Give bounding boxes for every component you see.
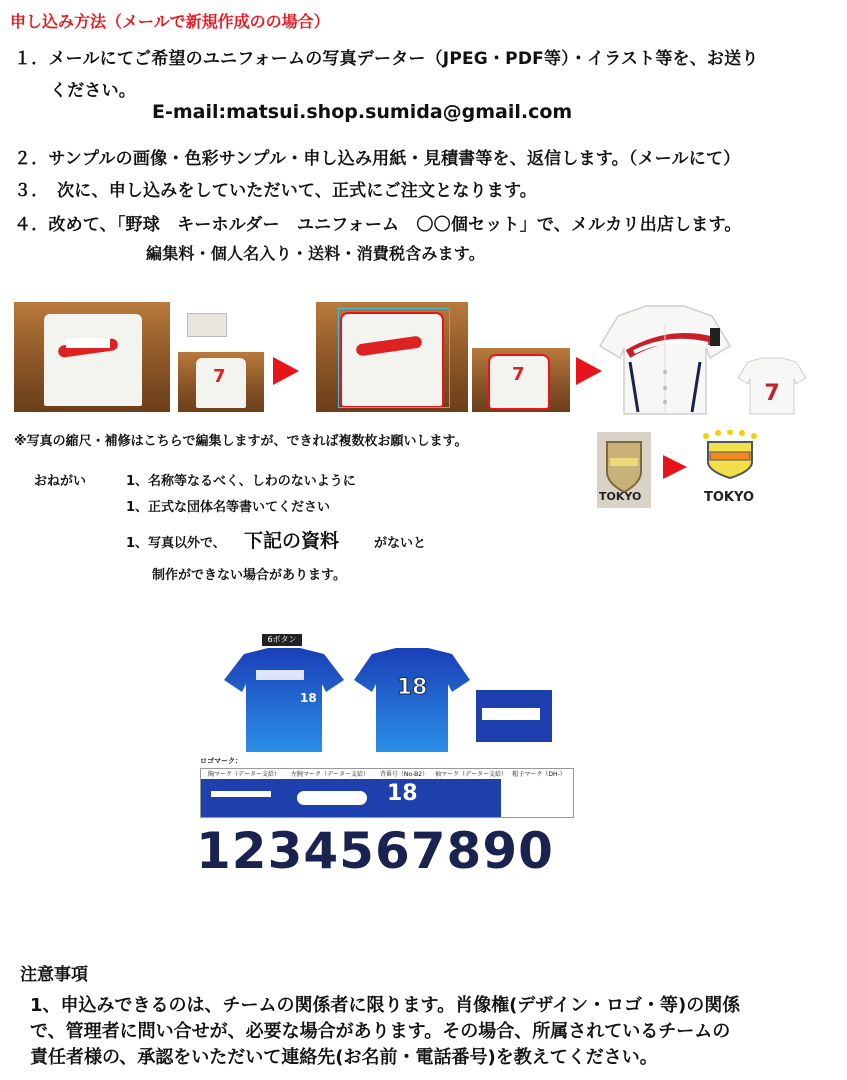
step-3: ３． 次に、申し込みをしていただいて、正式にご注文となります。	[14, 181, 537, 201]
blue-jersey-back	[352, 646, 472, 756]
resize-note: ※写真の縮尺・補修はこちらで編集しますが、できれば複数枚お願いします。	[14, 434, 468, 449]
finished-jersey-front-illustration	[598, 302, 732, 418]
email-address[interactable]: E-mail:matsui.shop.sumida@gmail.com	[152, 101, 573, 123]
step-4: ４．改めて、「野球 キーホルダー ユニフォーム 〇〇個セット」で、メルカリ出店します。	[14, 215, 742, 235]
finished-jersey-back-illustration	[736, 356, 808, 416]
request-item-2: 1、正式な団体名等書いてください	[126, 500, 331, 515]
sample-photo-edited-back: 7	[472, 348, 570, 412]
emblem-illustration	[698, 430, 762, 480]
request-item-3-line-2: 制作ができない場合があります。	[152, 568, 346, 583]
step-2: ２．サンプルの画像・色彩サンプル・申し込み用紙・見積書等を、返信します。（メールにて）	[14, 149, 741, 169]
mark-col-left-arm: 左腕マーク（データー支給）	[290, 771, 369, 778]
caution-line-3: 責任者様の、承認をいただいて連絡先(お名前・電話番号)を教えてください。	[30, 1047, 658, 1068]
svg-text:7: 7	[764, 381, 780, 406]
name-tag-sample	[187, 313, 227, 337]
mark-col-cap: 帽子マーク（DH-）	[512, 771, 566, 778]
blue-jersey-front	[222, 646, 346, 756]
svg-text:18: 18	[300, 691, 317, 705]
button-type-label: 6ボタン	[262, 634, 302, 646]
logo-row-label: ロゴマーク：	[200, 757, 242, 765]
request-label: おねがい	[34, 474, 87, 489]
sample-photo-edited-front	[316, 302, 468, 412]
mark-number-sample: 18	[387, 781, 418, 806]
step-1-line-1: １．メールにてご希望のユニフォームの写真データー（JPEG・PDF等）・イラスト等を、お送り	[14, 49, 759, 69]
section-heading: 申し込み方法（メールで新規作成のの場合）	[10, 12, 330, 31]
caution-heading: 注意事項	[20, 965, 88, 985]
request-item-1: 1、名称等なるべく、しわのないように	[126, 474, 356, 489]
mark-col-number: 背番号（No-B2）	[379, 771, 429, 778]
svg-text:18: 18	[396, 675, 428, 700]
request-item-3-prefix: 1、写真以外で、	[126, 536, 226, 551]
arrow-right-icon	[663, 455, 687, 479]
sample-photo-jersey-front	[14, 302, 170, 412]
cap-logo-sample	[476, 690, 552, 742]
request-item-3-suffix: がないと	[374, 536, 427, 551]
sample-photo-jersey-back: 7	[178, 352, 264, 412]
mark-col-chest: 胸マーク（データー支給）	[207, 771, 280, 778]
mark-col-sleeve: 袖マーク（データー支給）	[435, 771, 508, 778]
caution-line-2: で、管理者に問い合せが、必要な場合があります。その場合、所属されているチームの	[30, 1021, 731, 1042]
emblem-photo: TOKYO	[597, 432, 651, 508]
mark-spec-table	[200, 768, 574, 818]
caution-line-1: 1、申込みできるのは、チームの関係者に限ります。肖像権(デザイン・ロゴ・等)の関係	[30, 995, 741, 1016]
request-item-3-emphasis: 下記の資料	[244, 530, 340, 552]
number-font-sample: 1234567890	[196, 822, 554, 880]
emblem-tokyo-label: TOKYO	[704, 490, 754, 505]
step-4-subnote: 編集料・個人名入り・送料・消費税含みます。	[146, 244, 485, 263]
arrow-right-icon	[273, 357, 299, 385]
step-1-line-2: ください。	[50, 81, 136, 101]
